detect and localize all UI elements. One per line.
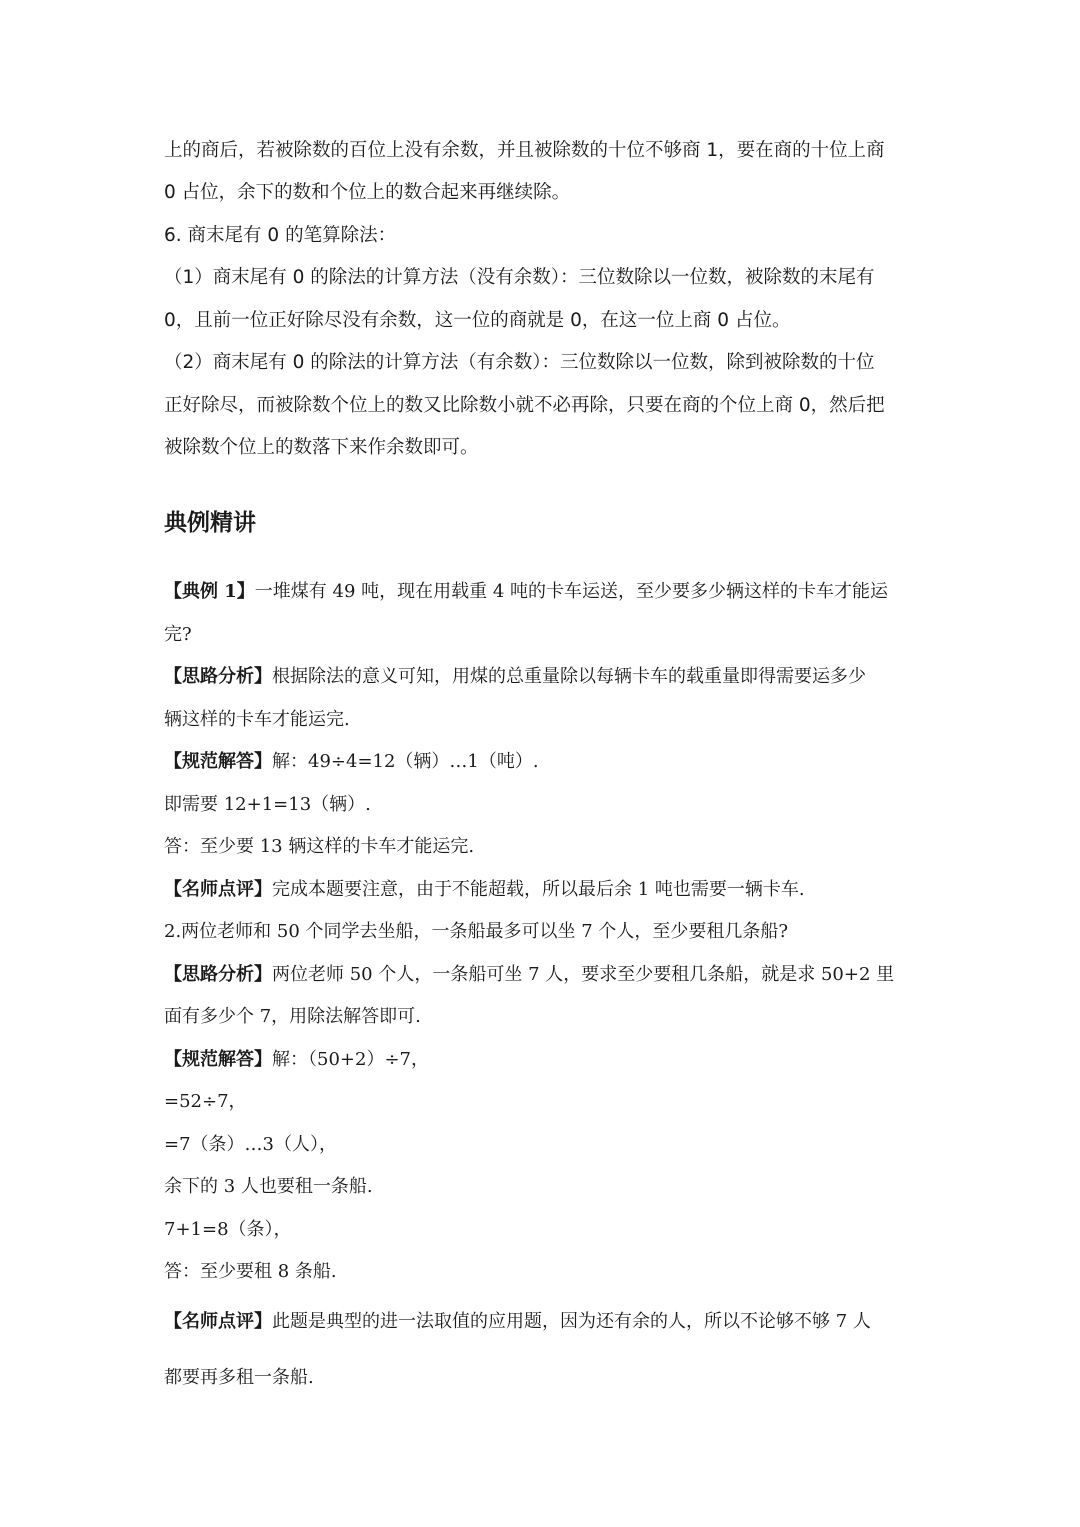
example-2-line: 2.两位老师和 50 个同学去坐船，一条船最多可以坐 7 个人，至少要租几条船? <box>164 921 789 942</box>
answer-1-line-3: 答：至少要 13 辆这样的卡车才能运完. <box>164 836 475 857</box>
rule-text-line: 上的商后，若被除数的百位上没有余数，并且被除数的十位不够商 1，要在商的十位上商 <box>164 140 885 161</box>
example-1-line <box>164 580 888 604</box>
answer-1-text: 解：49÷4=12（辆）…1（吨）. <box>272 751 539 772</box>
answer-2-line-5: 7+1=8（条）， <box>164 1219 292 1240</box>
analysis-1-line-2: 辆这样的卡车才能运完. <box>164 709 350 730</box>
rule-6-heading: 6. 商末尾有 0 的笔算除法： <box>164 225 397 246</box>
comment-2-tag: 【名师点评】 <box>164 1311 272 1332</box>
answer-2-line-6: 答：至少要租 8 条船. <box>164 1261 337 1282</box>
analysis-1-tag: 【思路分析】 <box>164 666 272 687</box>
rule-text-line: 0 占位，余下的数和个位上的数合起来再继续除。 <box>164 182 571 203</box>
analysis-2-line <box>164 963 894 987</box>
comment-2-line-2: 都要再多租一条船. <box>164 1367 314 1388</box>
answer-1-line <box>164 750 539 774</box>
answer-1-tag: 【规范解答】 <box>164 751 272 772</box>
answer-2-line-3: =7（条）…3（人）， <box>164 1134 337 1155</box>
comment-1-tag: 【名师点评】 <box>164 879 272 900</box>
comment-2-line <box>164 1310 871 1334</box>
analysis-1-line <box>164 665 866 689</box>
analysis-2-tag: 【思路分析】 <box>164 964 272 985</box>
answer-2-line <box>164 1048 429 1072</box>
answer-2-line-2: =52÷7， <box>164 1091 247 1112</box>
answer-2-line-4: 余下的 3 人也要租一条船. <box>164 1176 373 1197</box>
example-1-tag: 【典例 1】 <box>164 581 255 602</box>
analysis-1-text: 根据除法的意义可知，用煤的总重量除以每辆卡车的载重量即得需要运多少 <box>272 666 866 687</box>
rule-text-line: 被除数个位上的数落下来作余数即可。 <box>164 437 479 458</box>
rule-text-line: （2）商末尾有 0 的除法的计算方法（有余数）：三位数除以一位数，除到被除数的十位 <box>164 352 875 373</box>
answer-2-text: 解：（50+2）÷7， <box>272 1049 429 1070</box>
comment-1-line <box>164 878 805 902</box>
rule-text-line: （1）商末尾有 0 的除法的计算方法（没有余数）：三位数除以一位数，被除数的末尾有 <box>164 267 875 288</box>
comment-2-text: 此题是典型的进一法取值的应用题，因为还有余的人，所以不论够不够 7 人 <box>272 1311 871 1332</box>
analysis-2-line-2: 面有多少个 7，用除法解答即可. <box>164 1006 421 1027</box>
rule-text-line: 0，且前一位正好除尽没有余数，这一位的商就是 0，在这一位上商 0 占位。 <box>164 310 791 331</box>
comment-1-text: 完成本题要注意，由于不能超载，所以最后余 1 吨也需要一辆卡车. <box>272 879 805 900</box>
answer-1-line-2: 即需要 12+1=13（辆）. <box>164 794 371 815</box>
section-title: 典例精讲 <box>164 510 256 536</box>
answer-2-tag: 【规范解答】 <box>164 1049 272 1070</box>
example-1-line-2: 完? <box>164 624 192 645</box>
rule-text-line: 正好除尽，而被除数个位上的数又比除数小就不必再除，只要在商的个位上商 0，然后把 <box>164 395 885 416</box>
example-1-text: 一堆煤有 49 吨，现在用载重 4 吨的卡车运送，至少要多少辆这样的卡车才能运 <box>254 581 889 602</box>
analysis-2-text: 两位老师 50 个人，一条船可坐 7 人，要求至少要租几条船，就是求 50+2 里 <box>272 964 895 985</box>
